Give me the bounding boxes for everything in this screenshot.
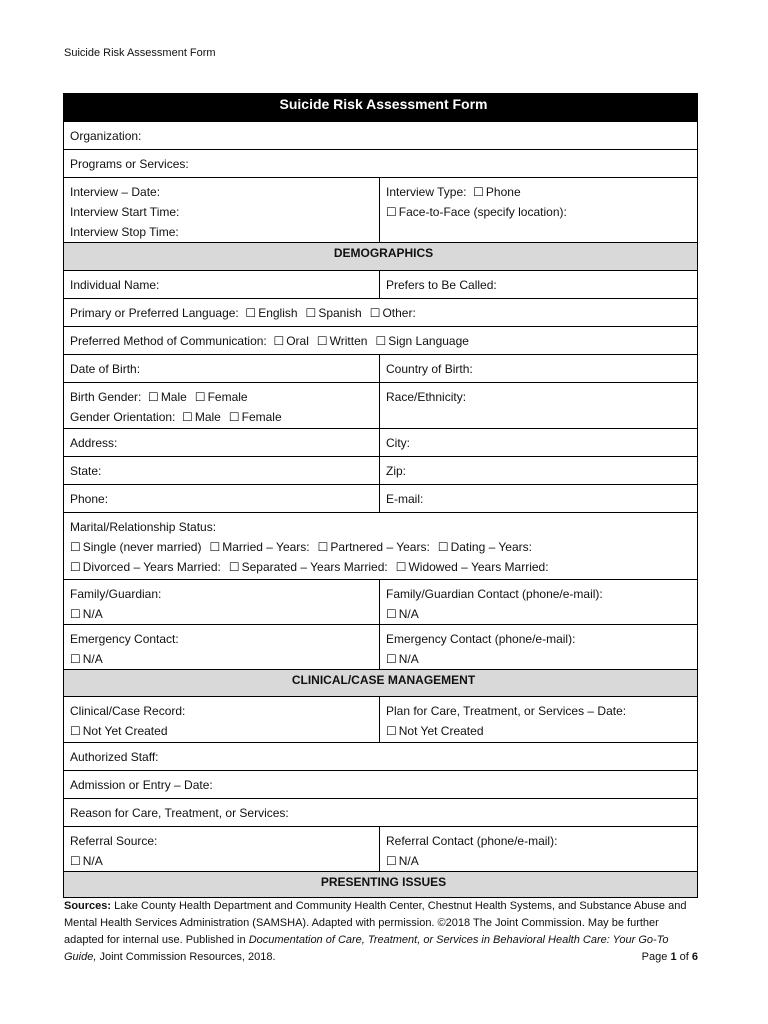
presenting-section-header: PRESENTING ISSUES — [64, 872, 698, 898]
programs-field[interactable] — [64, 150, 698, 178]
face-to-face-checkbox[interactable]: ☐ — [386, 205, 397, 219]
email-label: E-mail: — [386, 492, 424, 506]
partnered-label: Partnered – Years: — [330, 540, 430, 554]
zip-field[interactable] — [380, 457, 698, 485]
dob-field[interactable] — [64, 355, 380, 383]
emergency-contact-field[interactable] — [64, 625, 380, 670]
other-language-checkbox[interactable]: ☐ — [369, 306, 381, 320]
birth-female-label: Female — [207, 390, 248, 404]
dob-label: Date of Birth: — [70, 362, 141, 376]
reason-label: Reason for Care, Treatment, or Services: — [70, 806, 289, 820]
spanish-label: Spanish — [318, 306, 362, 320]
case-record-field[interactable] — [64, 697, 380, 743]
state-label: State: — [70, 464, 102, 478]
case-record-not-created-label: Not Yet Created — [82, 724, 168, 738]
family-contact-na-checkbox[interactable]: ☐ — [386, 607, 397, 621]
birth-male-label: Male — [160, 390, 187, 404]
city-label: City: — [386, 436, 410, 450]
referral-source-na-checkbox[interactable]: ☐ — [70, 854, 81, 868]
interview-stop-label: Interview Stop Time: — [70, 225, 179, 239]
assessment-form — [63, 93, 698, 898]
language-label: Primary or Preferred Language: — [70, 306, 239, 320]
individual-name-label: Individual Name: — [70, 278, 160, 292]
admission-label: Admission or Entry – Date: — [70, 778, 213, 792]
emergency-contact-info-na-label: N/A — [398, 652, 419, 666]
organization-field[interactable] — [64, 122, 698, 150]
communication-label: Preferred Method of Communication: — [70, 334, 267, 348]
race-label: Race/Ethnicity: — [386, 390, 467, 404]
orientation-female-checkbox[interactable]: ☐ — [228, 410, 240, 424]
family-guardian-field[interactable] — [64, 580, 380, 625]
sources-footer — [64, 898, 698, 966]
interview-type-label: Interview Type: — [386, 185, 467, 199]
marital-status-cell — [64, 513, 698, 580]
sources-label: Sources: — [64, 900, 112, 912]
organization-label: Organization: — [70, 129, 142, 143]
prefers-called-label: Prefers to Be Called: — [386, 278, 497, 292]
birth-male-checkbox[interactable]: ☐ — [148, 390, 159, 404]
widowed-checkbox[interactable]: ☐ — [395, 560, 407, 574]
admission-field[interactable] — [64, 771, 698, 799]
family-contact-na-label: N/A — [398, 607, 419, 621]
sources-text: Lake County Health Department and Community Health Center, Chestnut Health Systems, and Substance Abuse and Mental Health Services Administration (SAMSHA). Adapted with permission. ©2018 The Joint Commission. May be further adapted for internal use. Published in — [64, 900, 687, 946]
programs-label: Programs or Services: — [70, 157, 189, 171]
other-language-label: Other: — [382, 306, 416, 320]
phone-label: Phone: — [70, 492, 109, 506]
individual-name-field[interactable] — [64, 271, 380, 299]
gender-orientation-label: Gender Orientation: — [70, 410, 176, 424]
emergency-contact-label: Emergency Contact: — [70, 632, 179, 646]
emergency-contact-na-checkbox[interactable]: ☐ — [70, 652, 81, 666]
race-field[interactable] — [380, 383, 698, 429]
orientation-male-label: Male — [194, 410, 221, 424]
single-checkbox[interactable]: ☐ — [70, 540, 81, 554]
plan-care-field[interactable] — [380, 697, 698, 743]
zip-label: Zip: — [386, 464, 407, 478]
orientation-female-label: Female — [241, 410, 282, 424]
plan-care-not-created-label: Not Yet Created — [398, 724, 484, 738]
married-label: Married – Years: — [222, 540, 310, 554]
gender-cell — [64, 383, 380, 429]
case-record-not-created-checkbox[interactable]: ☐ — [70, 724, 81, 738]
phone-checkbox[interactable]: ☐ — [473, 185, 484, 199]
marital-status-label: Marital/Relationship Status: — [70, 520, 217, 534]
demographics-section-header: DEMOGRAPHICS — [64, 243, 698, 271]
divorced-checkbox[interactable]: ☐ — [70, 560, 81, 574]
divorced-label: Divorced – Years Married: — [82, 560, 221, 574]
family-guardian-na-label: N/A — [82, 607, 103, 621]
email-field[interactable] — [380, 485, 698, 513]
emergency-contact-info-field[interactable] — [380, 625, 698, 670]
widowed-label: Widowed – Years Married: — [408, 560, 549, 574]
case-record-label: Clinical/Case Record: — [70, 704, 186, 718]
separated-label: Separated – Years Married: — [241, 560, 388, 574]
referral-source-label: Referral Source: — [70, 834, 158, 848]
language-row — [64, 299, 698, 327]
birth-gender-label: Birth Gender: — [70, 390, 142, 404]
family-guardian-label: Family/Guardian: — [70, 587, 162, 601]
family-contact-field[interactable] — [380, 580, 698, 625]
referral-source-field[interactable] — [64, 827, 380, 872]
dating-label: Dating – Years: — [450, 540, 532, 554]
married-checkbox[interactable]: ☐ — [209, 540, 221, 554]
separated-checkbox[interactable]: ☐ — [228, 560, 240, 574]
english-checkbox[interactable]: ☐ — [245, 306, 257, 320]
page-number: Page 1 of 6 — [641, 951, 698, 963]
interview-start-label: Interview Start Time: — [70, 205, 180, 219]
sign-language-label: Sign Language — [388, 334, 469, 348]
birth-female-checkbox[interactable]: ☐ — [194, 390, 206, 404]
interview-times-cell[interactable] — [64, 178, 380, 243]
interview-type-cell — [380, 178, 698, 243]
plan-care-not-created-checkbox[interactable]: ☐ — [386, 724, 397, 738]
address-field[interactable] — [64, 429, 380, 457]
referral-contact-na-checkbox[interactable]: ☐ — [386, 854, 397, 868]
face-to-face-label: Face-to-Face (specify location): — [398, 205, 567, 219]
written-label: Written — [329, 334, 368, 348]
family-contact-label: Family/Guardian Contact (phone/e-mail): — [386, 587, 603, 601]
interview-date-label: Interview – Date: — [70, 185, 161, 199]
country-birth-field[interactable] — [380, 355, 698, 383]
single-label: Single (never married) — [82, 540, 202, 554]
authorized-staff-field[interactable] — [64, 743, 698, 771]
spanish-checkbox[interactable]: ☐ — [305, 306, 317, 320]
city-field[interactable] — [380, 429, 698, 457]
family-guardian-na-checkbox[interactable]: ☐ — [70, 607, 81, 621]
sign-language-checkbox[interactable]: ☐ — [375, 334, 387, 348]
phone-option-label: Phone — [485, 185, 521, 199]
dating-checkbox[interactable]: ☐ — [437, 540, 449, 554]
form-title: Suicide Risk Assessment Form — [64, 94, 698, 122]
emergency-contact-info-label: Emergency Contact (phone/e-mail): — [386, 632, 576, 646]
orientation-male-checkbox[interactable]: ☐ — [182, 410, 193, 424]
reason-field[interactable] — [64, 799, 698, 827]
referral-contact-label: Referral Contact (phone/e-mail): — [386, 834, 558, 848]
oral-label: Oral — [286, 334, 309, 348]
english-label: English — [258, 306, 298, 320]
communication-row — [64, 327, 698, 355]
publication-title: Documentation of Care, Treatment, or Services in Behavioral Health Care: Your Go-To Guide, — [64, 934, 669, 963]
country-birth-label: Country of Birth: — [386, 362, 473, 376]
prefers-called-field[interactable] — [380, 271, 698, 299]
clinical-section-header: CLINICAL/CASE MANAGEMENT — [64, 670, 698, 697]
emergency-contact-na-label: N/A — [82, 652, 103, 666]
state-field[interactable] — [64, 457, 380, 485]
partnered-checkbox[interactable]: ☐ — [317, 540, 329, 554]
referral-contact-field[interactable] — [380, 827, 698, 872]
plan-care-label: Plan for Care, Treatment, or Services – Date: — [386, 704, 627, 718]
page-header: Suicide Risk Assessment Form — [64, 47, 216, 59]
referral-source-na-label: N/A — [82, 854, 103, 868]
referral-contact-na-label: N/A — [398, 854, 419, 868]
oral-checkbox[interactable]: ☐ — [273, 334, 285, 348]
publisher-text: Joint Commission Resources, 2018. — [96, 951, 276, 963]
phone-field[interactable] — [64, 485, 380, 513]
written-checkbox[interactable]: ☐ — [316, 334, 328, 348]
authorized-staff-label: Authorized Staff: — [70, 750, 159, 764]
emergency-contact-info-na-checkbox[interactable]: ☐ — [386, 652, 397, 666]
address-label: Address: — [70, 436, 118, 450]
